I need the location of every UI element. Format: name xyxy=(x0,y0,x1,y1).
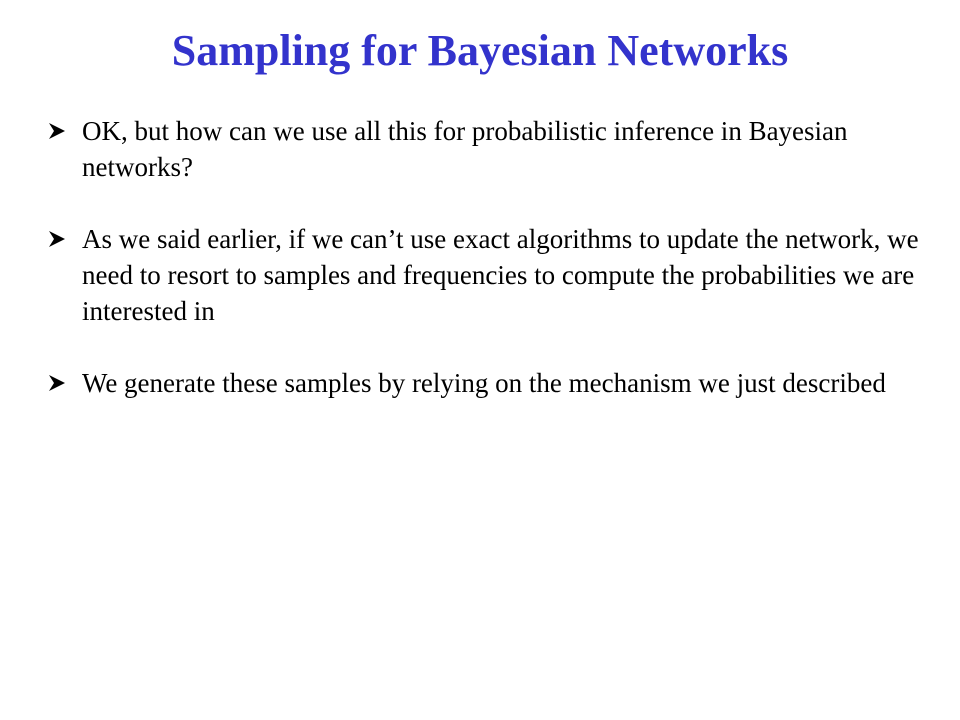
bullet-item xyxy=(48,113,928,185)
arrowhead-bullet-icon xyxy=(48,113,74,149)
bullet-item xyxy=(48,365,928,401)
bullet-text: We generate these samples by relying on the mechanism we just described xyxy=(82,368,886,398)
bullet-text: OK, but how can we use all this for probabilistic inference in Bayesian networks? xyxy=(82,116,848,182)
bullet-item xyxy=(48,221,928,329)
bullet-text: As we said earlier, if we can’t use exact algorithms to update the network, we need to resort to samples and frequencies to compute the probabilities we are interested in xyxy=(82,224,919,326)
arrowhead-bullet-icon xyxy=(48,365,74,401)
slide-title: Sampling for Bayesian Networks xyxy=(171,26,789,75)
bullet-list xyxy=(48,113,928,437)
arrowhead-bullet-icon xyxy=(48,221,74,257)
